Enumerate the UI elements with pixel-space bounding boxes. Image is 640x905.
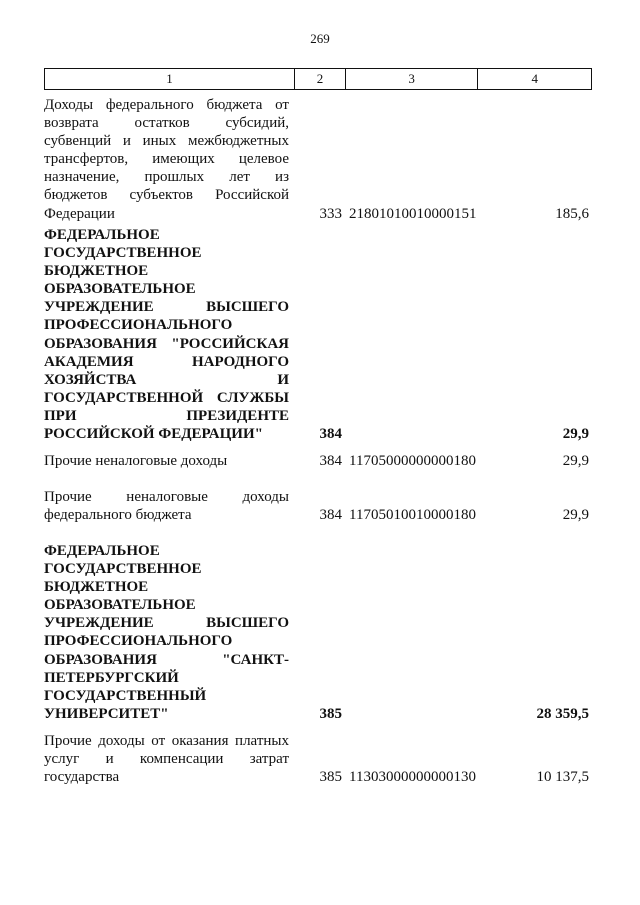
row-name: Прочие неналоговые доходы федерального бюджета bbox=[44, 489, 289, 524]
row-kbk: 21801010010000151 bbox=[349, 205, 477, 222]
row-code: 384 bbox=[319, 426, 342, 443]
table-row bbox=[44, 96, 592, 223]
row-code: 385 bbox=[319, 705, 342, 722]
row-amount: 10 137,5 bbox=[536, 769, 589, 786]
row-amount: 29,9 bbox=[562, 507, 589, 524]
row-name: ФЕДЕРАЛЬНОЕ ГОСУДАРСТВЕННОЕ БЮДЖЕТНОЕ ОБРАЗОВАТЕЛЬНОЕ УЧРЕЖДЕНИЕ ВЫСШЕГО ПРОФЕССИОНАЛЬНОГО ОБРАЗОВАНИЯ "САНКТ-ПЕТЕРБУРГСКИЙ ГОСУДАРСТВЕННЫЙ УНИВЕРСИТЕТ" bbox=[44, 543, 289, 722]
row-kbk: 11705010010000180 bbox=[349, 507, 476, 524]
table-row bbox=[44, 732, 592, 786]
page-number: 269 bbox=[310, 31, 330, 46]
row-amount: 28 359,5 bbox=[536, 705, 589, 722]
row-name: Доходы федерального бюджета от возврата остатков субсидий, субвенций и иных межбюджетных трансфертов, имеющих целевое назначение, прошлых лет из бюджетов субъектов Российской Федерации bbox=[44, 97, 289, 222]
table-row bbox=[44, 542, 592, 723]
row-code: 385 bbox=[319, 769, 342, 786]
row-name: ФЕДЕРАЛЬНОЕ ГОСУДАРСТВЕННОЕ БЮДЖЕТНОЕ ОБРАЗОВАТЕЛЬНОЕ УЧРЕЖДЕНИЕ ВЫСШЕГО ПРОФЕССИОНАЛЬНОГО ОБРАЗОВАНИЯ "РОССИЙСКАЯ АКАДЕМИЯ НАРОДНОГО ХОЗЯЙСТВА И ГОСУДАРСТВЕННОЙ СЛУЖБЫ ПРИ ПРЕЗИДЕНТЕ РОССИЙСКОЙ ФЕДЕРАЦИИ" bbox=[44, 227, 289, 443]
table-row bbox=[44, 452, 592, 470]
table-header bbox=[44, 68, 592, 90]
row-name: Прочие доходы от оказания платных услуг и компенсации затрат государства bbox=[44, 733, 289, 786]
row-amount: 29,9 bbox=[562, 426, 589, 443]
table-row bbox=[44, 488, 592, 524]
column-header-4: 4 bbox=[531, 71, 538, 86]
row-code: 384 bbox=[319, 453, 342, 469]
row-name: Прочие неналоговые доходы bbox=[44, 453, 228, 469]
row-kbk: 11303000000000130 bbox=[349, 769, 476, 786]
row-amount: 185,6 bbox=[555, 205, 589, 222]
column-header-1: 1 bbox=[45, 69, 295, 89]
table-row bbox=[44, 226, 592, 443]
row-kbk: 11705000000000180 bbox=[349, 453, 476, 469]
column-header-3: 3 bbox=[346, 69, 479, 89]
row-code: 333 bbox=[319, 205, 342, 222]
column-header-2: 2 bbox=[295, 69, 346, 89]
row-code: 384 bbox=[319, 507, 342, 524]
row-amount: 29,9 bbox=[562, 453, 589, 469]
